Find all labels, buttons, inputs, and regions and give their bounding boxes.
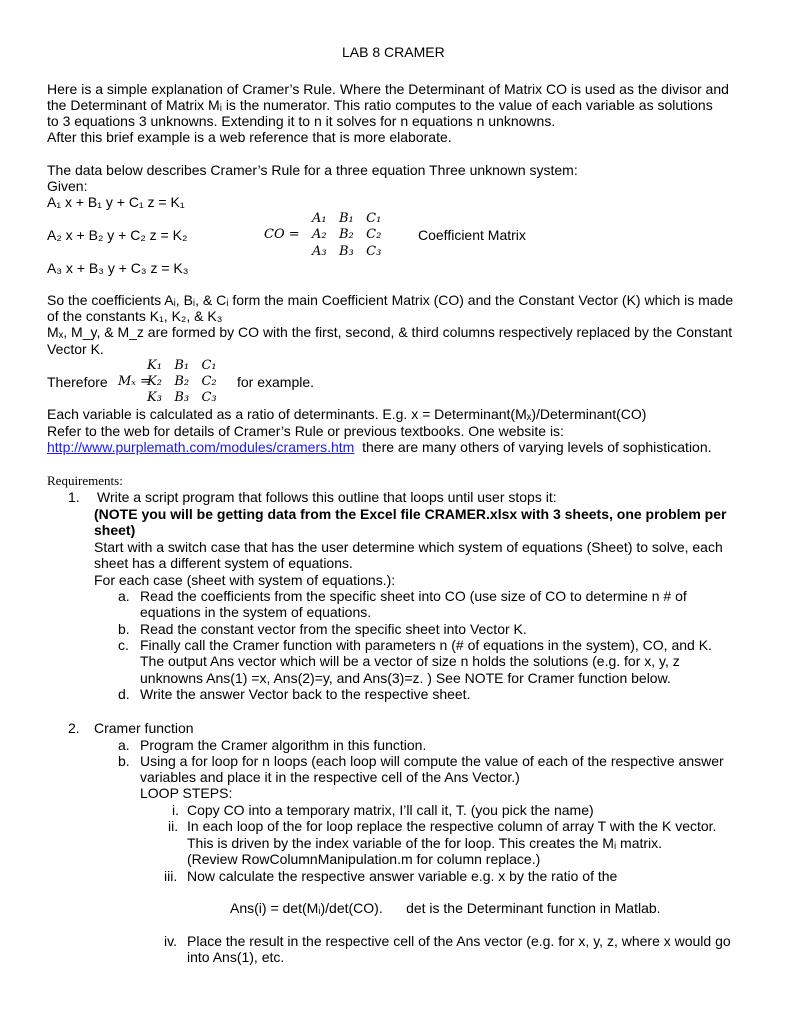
step-mark: i. (172, 802, 179, 818)
sub-mark: a. (118, 737, 130, 753)
req1-note: (NOTE you will be getting data from the Excel file CRAMER.xlsx with 3 sheets, one problem per (94, 506, 727, 522)
sub-line: Read the coefficients from the specific sheet into CO (use size of CO to determine n # of (140, 588, 687, 604)
co-caption: Coefficient Matrix (418, 227, 526, 243)
data-intro: The data below describes Cramer’s Rule for a three equation Three unknown system: (47, 162, 578, 178)
step-line: In each loop of the for loop replace the respective column of array T with the K vector. (187, 818, 717, 834)
req1-note: sheet) (94, 522, 136, 538)
equation-2: A₂ x + B₂ y + C₂ z = K₂ (47, 227, 188, 243)
step-line: Copy CO into a temporary matrix, I’ll call it, T. (you pick the name) (187, 802, 594, 818)
co-row: A₂ B₂ C₂ (312, 227, 382, 242)
intro-line: After this brief example is a web reference that is more elaborate. (47, 129, 452, 145)
link-after-text: there are many others of varying levels of sophistication. (354, 439, 712, 455)
for-example: for example. (237, 374, 315, 390)
coef-line: of the constants K₁, K₂, & K₃ (47, 308, 223, 324)
coef-line: Mₓ, M_y, & M_z are formed by CO with the first, second, & third columns respectively replaced by the Constant (47, 324, 733, 340)
req1-line: Start with a switch case that has the user determine which system of equations (Sheet) to solve, each (94, 539, 723, 555)
step-line: into Ans(1), etc. (187, 949, 285, 965)
req1-line: sheet has a different system of equations. (94, 555, 353, 571)
given-label: Given: (47, 178, 88, 194)
sub-line: unknowns Ans(1) =x, Ans(2)=y, and Ans(3)=z. ) See NOTE for Cramer function below. (140, 670, 671, 686)
step-mark: iv. (164, 933, 177, 949)
intro-line: Here is a simple explanation of Cramer’s Rule. Where the Determinant of Matrix CO is used as the divisor and (47, 81, 729, 97)
req1-line: For each case (sheet with system of equations.): (94, 572, 396, 588)
step-line: (Review RowColumnManipulation.m for column replace.) (187, 851, 541, 867)
requirements-heading: Requirements: (47, 473, 123, 488)
mx-row: K₃ B₃ C₃ (147, 390, 217, 405)
coef-line: So the coefficients Aᵢ, Bᵢ, & Cᵢ form the main Coefficient Matrix (CO) and the Constant Vector (K) which is made (47, 292, 734, 308)
req1-number: 1. (68, 489, 80, 505)
coef-line: Vector K. (47, 341, 104, 357)
req2-number: 2. (68, 720, 80, 736)
sub-line: LOOP STEPS: (140, 785, 233, 801)
sub-mark: b. (118, 621, 130, 637)
sub-line: equations in the system of equations. (140, 604, 372, 620)
step-line: Place the result in the respective cell of the Ans vector (e.g. for x, y, z, where x would go (187, 933, 731, 949)
sub-line: The output Ans vector which will be a vector of size n holds the solutions (e.g. for x, y, z (140, 653, 680, 669)
co-row: A₃ B₃ C₃ (312, 244, 382, 259)
doc-title: LAB 8 CRAMER (342, 44, 445, 60)
equation-3: A₃ x + B₃ y + C₃ z = K₃ (47, 260, 189, 276)
therefore-label: Therefore (47, 374, 108, 390)
sub-line: Write the answer Vector back to the respective sheet. (140, 686, 471, 702)
req2-title: Cramer function (94, 720, 194, 736)
step-mark: iii. (164, 868, 178, 884)
sub-line: variables and place it in the respective cell of the Ans Vector.) (140, 769, 520, 785)
refer-line: Refer to the web for details of Cramer’s Rule or previous textbooks. One website is: (47, 423, 564, 439)
formula: Ans(i) = det(Mᵢ)/det(CO). det is the Determinant function in Matlab. (230, 900, 661, 916)
sub-mark: c. (118, 637, 129, 653)
co-label: CO = (264, 227, 300, 242)
intro-line: the Determinant of Matrix Mᵢ is the numerator. This ratio computes to the value of each variable as solutions (47, 97, 713, 113)
sub-line: Using a for loop for n loops (each loop will compute the value of each of the respective answer (140, 753, 724, 769)
ratio-line: Each variable is calculated as a ratio of determinants. E.g. x = Determinant(Mₓ)/Determinant(CO) (47, 406, 647, 422)
intro-line: to 3 equations 3 unknowns. Extending it to n it solves for n equations n unknowns. (47, 113, 556, 129)
sub-line: Program the Cramer algorithm in this function. (140, 737, 427, 753)
mx-row: K₁ B₁ C₁ (147, 358, 217, 373)
co-row: A₁ B₁ C₁ (312, 211, 382, 226)
req1-line: Write a script program that follows this outline that loops until user stops it: (97, 489, 557, 505)
sub-line: Finally call the Cramer function with parameters n (# of equations in the system), CO, and K. (140, 637, 712, 653)
step-line: Now calculate the respective answer variable e.g. x by the ratio of the (187, 868, 618, 884)
step-line: This is driven by the index variable of the for loop. This creates the Mᵢ matrix. (187, 835, 663, 851)
mx-label: Mₓ = (118, 374, 151, 389)
sub-mark: b. (118, 753, 130, 769)
sub-mark: d. (118, 686, 130, 702)
sub-mark: a. (118, 588, 130, 604)
sub-line: Read the constant vector from the specific sheet into Vector K. (140, 621, 527, 637)
step-mark: ii. (168, 818, 179, 834)
purplemath-link[interactable]: http://www.purplemath.com/modules/cramers.htm (47, 439, 355, 455)
mx-row: K₂ B₂ C₂ (147, 374, 217, 389)
equation-1: A₁ x + B₁ y + C₁ z = K₁ (47, 194, 185, 210)
